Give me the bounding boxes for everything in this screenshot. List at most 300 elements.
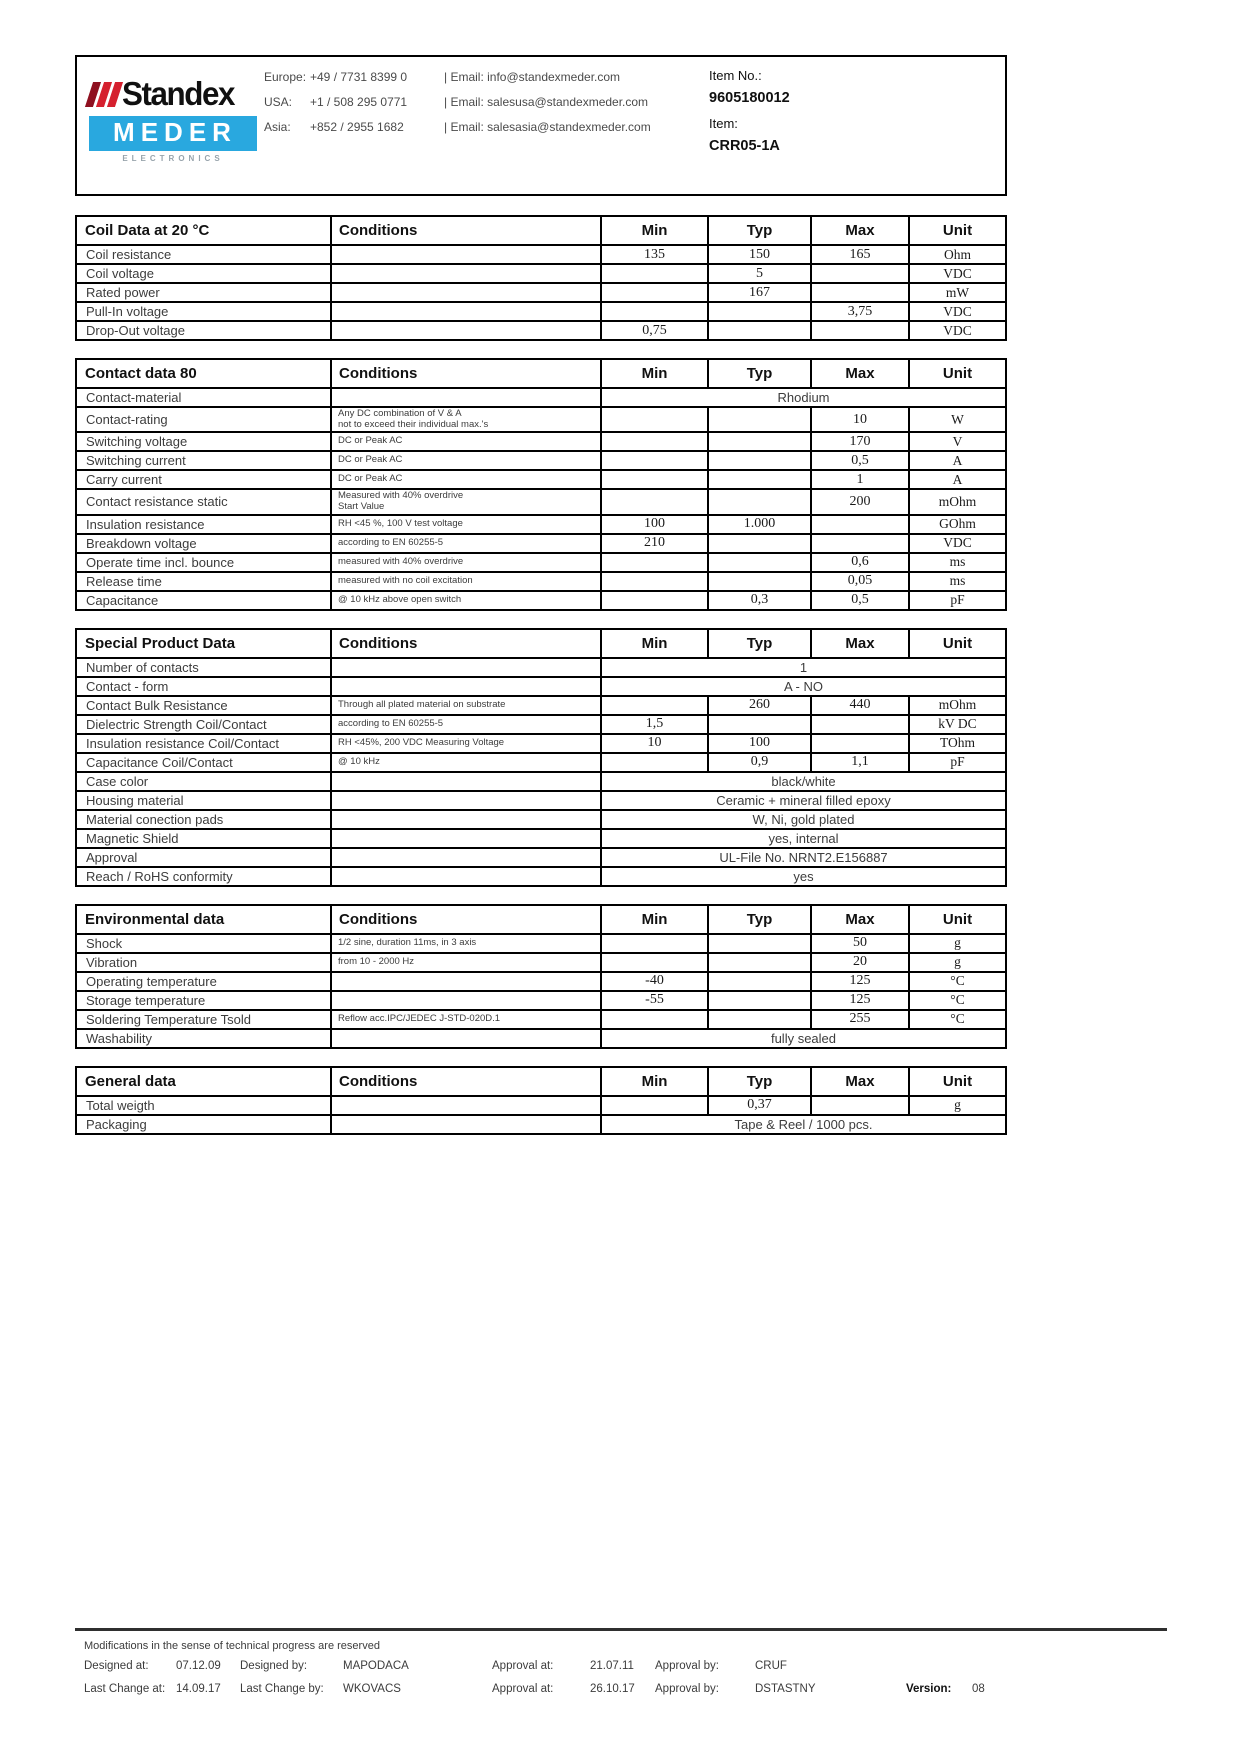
table-row bbox=[76, 848, 1006, 867]
unit-cell: Ohm bbox=[909, 245, 1006, 264]
param-cell: Reach / RoHS conformity bbox=[76, 867, 331, 886]
cond-cell: measured with no coil excitation bbox=[331, 572, 601, 591]
table-row bbox=[76, 972, 1006, 991]
table-row bbox=[76, 1096, 1006, 1115]
cond-cell: Reflow acc.IPC/JEDEC J-STD-020D.1 bbox=[331, 1010, 601, 1029]
table-row bbox=[76, 591, 1006, 610]
typ-cell bbox=[708, 407, 811, 432]
param-cell: Magnetic Shield bbox=[76, 829, 331, 848]
contact-region: Europe: bbox=[264, 70, 307, 84]
min-cell bbox=[601, 553, 708, 572]
span-value-cell: Tape & Reel / 1000 pcs. bbox=[601, 1115, 1006, 1134]
table-row bbox=[76, 264, 1006, 283]
span-value-cell: A - NO bbox=[601, 677, 1006, 696]
footer-field-label: Approval at: bbox=[492, 1660, 554, 1672]
typ-cell bbox=[708, 302, 811, 321]
column-header-typ: Typ bbox=[708, 1067, 811, 1096]
typ-cell bbox=[708, 451, 811, 470]
column-header-typ: Typ bbox=[708, 905, 811, 934]
typ-cell bbox=[708, 572, 811, 591]
table-row bbox=[76, 734, 1006, 753]
cond-cell bbox=[331, 1029, 601, 1048]
contact-region: Asia: bbox=[264, 120, 291, 134]
span-value-cell: Rhodium bbox=[601, 388, 1006, 407]
unit-cell: VDC bbox=[909, 302, 1006, 321]
max-cell: 255 bbox=[811, 1010, 909, 1029]
column-header-min: Min bbox=[601, 1067, 708, 1096]
param-cell: Approval bbox=[76, 848, 331, 867]
param-cell: Vibration bbox=[76, 953, 331, 972]
min-cell bbox=[601, 591, 708, 610]
cond-cell bbox=[331, 791, 601, 810]
footer-field-value: 26.10.17 bbox=[590, 1683, 635, 1695]
span-value-cell: fully sealed bbox=[601, 1029, 1006, 1048]
param-cell: Housing material bbox=[76, 791, 331, 810]
typ-cell bbox=[708, 534, 811, 553]
contact-phone: +1 / 508 295 0771 bbox=[310, 95, 408, 109]
max-cell: 0,6 bbox=[811, 553, 909, 572]
typ-cell bbox=[708, 470, 811, 489]
table-row bbox=[76, 1010, 1006, 1029]
cond-cell: from 10 - 2000 Hz bbox=[331, 953, 601, 972]
min-cell: 10 bbox=[601, 734, 708, 753]
table-row bbox=[76, 245, 1006, 264]
item-info bbox=[709, 68, 790, 154]
unit-cell: V bbox=[909, 432, 1006, 451]
min-cell bbox=[601, 696, 708, 715]
item-label: Item: bbox=[709, 116, 738, 131]
param-cell: Packaging bbox=[76, 1115, 331, 1134]
cond-cell bbox=[331, 283, 601, 302]
param-cell: Operate time incl. bounce bbox=[76, 553, 331, 572]
cond-cell: @ 10 kHz bbox=[331, 753, 601, 772]
max-cell: 0,05 bbox=[811, 572, 909, 591]
min-cell bbox=[601, 489, 708, 514]
max-cell: 200 bbox=[811, 489, 909, 514]
footer-field-value: 21.07.11 bbox=[590, 1660, 634, 1672]
param-cell: Operating temperature bbox=[76, 972, 331, 991]
item-no-label: Item No.: bbox=[709, 68, 762, 83]
param-cell: Contact - form bbox=[76, 677, 331, 696]
contact-phone: +49 / 7731 8399 0 bbox=[310, 70, 408, 84]
typ-cell bbox=[708, 553, 811, 572]
min-cell bbox=[601, 953, 708, 972]
column-header-typ: Typ bbox=[708, 216, 811, 245]
unit-cell: A bbox=[909, 470, 1006, 489]
typ-cell bbox=[708, 1010, 811, 1029]
min-cell bbox=[601, 753, 708, 772]
unit-cell: VDC bbox=[909, 264, 1006, 283]
standex-logo-icon bbox=[85, 82, 123, 107]
param-cell: Washability bbox=[76, 1029, 331, 1048]
max-cell: 1 bbox=[811, 470, 909, 489]
footer-divider bbox=[75, 1628, 1167, 1631]
logo-tagline: ELECTRONICS bbox=[122, 154, 224, 163]
table-row bbox=[76, 470, 1006, 489]
param-cell: Switching voltage bbox=[76, 432, 331, 451]
max-cell bbox=[811, 534, 909, 553]
cond-cell bbox=[331, 1115, 601, 1134]
meder-wordmark: MEDER bbox=[89, 116, 257, 151]
contact-email: | Email: salesasia@standexmeder.com bbox=[444, 120, 651, 134]
param-cell: Soldering Temperature Tsold bbox=[76, 1010, 331, 1029]
min-cell bbox=[601, 1096, 708, 1115]
contact-row-asia bbox=[264, 120, 651, 134]
typ-cell: 0,3 bbox=[708, 591, 811, 610]
min-cell bbox=[601, 1010, 708, 1029]
typ-cell bbox=[708, 934, 811, 953]
column-header-max: Max bbox=[811, 359, 909, 388]
footer-note: Modifications in the sense of technical progress are reserved bbox=[84, 1640, 380, 1652]
param-cell: Rated power bbox=[76, 283, 331, 302]
table-title: Environmental data bbox=[76, 905, 331, 934]
unit-cell: g bbox=[909, 934, 1006, 953]
param-cell: Coil resistance bbox=[76, 245, 331, 264]
max-cell: 170 bbox=[811, 432, 909, 451]
max-cell: 165 bbox=[811, 245, 909, 264]
param-cell: Switching current bbox=[76, 451, 331, 470]
typ-cell: 260 bbox=[708, 696, 811, 715]
column-header-conditions: Conditions bbox=[331, 359, 601, 388]
unit-cell: ms bbox=[909, 572, 1006, 591]
cond-cell: Any DC combination of V & A not to exceed their individual max.'s bbox=[331, 407, 601, 432]
unit-cell: mOhm bbox=[909, 696, 1006, 715]
footer-field-value: 08 bbox=[972, 1683, 985, 1695]
table-row bbox=[76, 658, 1006, 677]
cond-cell: DC or Peak AC bbox=[331, 470, 601, 489]
unit-cell: pF bbox=[909, 591, 1006, 610]
unit-cell: VDC bbox=[909, 321, 1006, 340]
param-cell: Material conection pads bbox=[76, 810, 331, 829]
table-title: Coil Data at 20 °C bbox=[76, 216, 331, 245]
max-cell: 20 bbox=[811, 953, 909, 972]
typ-cell bbox=[708, 991, 811, 1010]
unit-cell: mOhm bbox=[909, 489, 1006, 514]
cond-cell bbox=[331, 388, 601, 407]
typ-cell bbox=[708, 972, 811, 991]
column-header-unit: Unit bbox=[909, 1067, 1006, 1096]
unit-cell: ms bbox=[909, 553, 1006, 572]
unit-cell: kV DC bbox=[909, 715, 1006, 734]
typ-cell bbox=[708, 432, 811, 451]
max-cell: 3,75 bbox=[811, 302, 909, 321]
column-header-unit: Unit bbox=[909, 359, 1006, 388]
cond-cell: Through all plated material on substrate bbox=[331, 696, 601, 715]
footer-field-label: Approval at: bbox=[492, 1683, 554, 1695]
unit-cell: g bbox=[909, 1096, 1006, 1115]
param-cell: Contact resistance static bbox=[76, 489, 331, 514]
unit-cell: pF bbox=[909, 753, 1006, 772]
param-cell: Dielectric Strength Coil/Contact bbox=[76, 715, 331, 734]
column-header-conditions: Conditions bbox=[331, 216, 601, 245]
table-header-row bbox=[76, 216, 1006, 245]
footer-field-value: DSTASTNY bbox=[755, 1683, 816, 1695]
table-title: Contact data 80 bbox=[76, 359, 331, 388]
max-cell bbox=[811, 283, 909, 302]
table-row bbox=[76, 772, 1006, 791]
param-cell: Number of contacts bbox=[76, 658, 331, 677]
contact-row-europe bbox=[264, 70, 651, 84]
cond-cell bbox=[331, 829, 601, 848]
span-value-cell: yes, internal bbox=[601, 829, 1006, 848]
param-cell: Release time bbox=[76, 572, 331, 591]
header bbox=[75, 55, 1007, 196]
column-header-unit: Unit bbox=[909, 905, 1006, 934]
cond-cell: according to EN 60255-5 bbox=[331, 715, 601, 734]
cond-cell bbox=[331, 321, 601, 340]
max-cell bbox=[811, 321, 909, 340]
min-cell: 1,5 bbox=[601, 715, 708, 734]
footer-field-value: CRUF bbox=[755, 1660, 787, 1672]
table-row bbox=[76, 388, 1006, 407]
table-row bbox=[76, 534, 1006, 553]
max-cell: 0,5 bbox=[811, 451, 909, 470]
spec-table-1 bbox=[75, 358, 1007, 611]
max-cell: 10 bbox=[811, 407, 909, 432]
param-cell: Contact-material bbox=[76, 388, 331, 407]
spec-table-0 bbox=[75, 215, 1007, 341]
min-cell bbox=[601, 451, 708, 470]
cond-cell bbox=[331, 677, 601, 696]
typ-cell: 1.000 bbox=[708, 515, 811, 534]
table-header-row bbox=[76, 905, 1006, 934]
cond-cell bbox=[331, 991, 601, 1010]
max-cell: 1,1 bbox=[811, 753, 909, 772]
param-cell: Shock bbox=[76, 934, 331, 953]
max-cell: 0,5 bbox=[811, 591, 909, 610]
param-cell: Capacitance bbox=[76, 591, 331, 610]
param-cell: Total weigth bbox=[76, 1096, 331, 1115]
max-cell: 50 bbox=[811, 934, 909, 953]
param-cell: Storage temperature bbox=[76, 991, 331, 1010]
max-cell bbox=[811, 1096, 909, 1115]
param-cell: Carry current bbox=[76, 470, 331, 489]
table-row bbox=[76, 715, 1006, 734]
column-header-max: Max bbox=[811, 905, 909, 934]
contact-row-usa bbox=[264, 95, 651, 109]
param-cell: Pull-In voltage bbox=[76, 302, 331, 321]
column-header-unit: Unit bbox=[909, 629, 1006, 658]
item-no-value: 9605180012 bbox=[709, 90, 790, 106]
param-cell: Insulation resistance bbox=[76, 515, 331, 534]
footer-field-value: WKOVACS bbox=[343, 1683, 401, 1695]
max-cell: 125 bbox=[811, 972, 909, 991]
unit-cell: g bbox=[909, 953, 1006, 972]
typ-cell bbox=[708, 953, 811, 972]
min-cell: -55 bbox=[601, 991, 708, 1010]
column-header-typ: Typ bbox=[708, 629, 811, 658]
min-cell bbox=[601, 934, 708, 953]
column-header-min: Min bbox=[601, 905, 708, 934]
span-value-cell: yes bbox=[601, 867, 1006, 886]
standex-wordmark bbox=[89, 75, 261, 113]
table-row bbox=[76, 1029, 1006, 1048]
param-cell: Case color bbox=[76, 772, 331, 791]
cond-cell bbox=[331, 302, 601, 321]
table-row bbox=[76, 451, 1006, 470]
table-header-row bbox=[76, 1067, 1006, 1096]
table-row bbox=[76, 953, 1006, 972]
table-row bbox=[76, 867, 1006, 886]
column-header-min: Min bbox=[601, 359, 708, 388]
typ-cell: 167 bbox=[708, 283, 811, 302]
table-row bbox=[76, 991, 1006, 1010]
unit-cell: W bbox=[909, 407, 1006, 432]
table-row bbox=[76, 321, 1006, 340]
cond-cell bbox=[331, 972, 601, 991]
cond-cell: RH <45 %, 100 V test voltage bbox=[331, 515, 601, 534]
spec-table-2 bbox=[75, 628, 1007, 887]
max-cell bbox=[811, 734, 909, 753]
table-title: Special Product Data bbox=[76, 629, 331, 658]
cond-cell: DC or Peak AC bbox=[331, 432, 601, 451]
column-header-max: Max bbox=[811, 629, 909, 658]
cond-cell bbox=[331, 658, 601, 677]
min-cell bbox=[601, 432, 708, 451]
min-cell: 0,75 bbox=[601, 321, 708, 340]
footer-field-value: MAPODACA bbox=[343, 1660, 409, 1672]
min-cell: 210 bbox=[601, 534, 708, 553]
cond-cell bbox=[331, 772, 601, 791]
footer-field-value: 14.09.17 bbox=[176, 1683, 221, 1695]
footer-field-label: Designed at: bbox=[84, 1660, 149, 1672]
contact-email: | Email: salesusa@standexmeder.com bbox=[444, 95, 649, 109]
table-row bbox=[76, 432, 1006, 451]
cond-cell bbox=[331, 848, 601, 867]
table-row bbox=[76, 553, 1006, 572]
contact-phone: +852 / 2955 1682 bbox=[310, 120, 404, 134]
table-row bbox=[76, 753, 1006, 772]
param-cell: Contact-rating bbox=[76, 407, 331, 432]
contact-region: USA: bbox=[264, 95, 293, 109]
brand-name: Standex bbox=[122, 75, 234, 112]
table-header-row bbox=[76, 629, 1006, 658]
table-row bbox=[76, 934, 1006, 953]
standex-meder-logo bbox=[89, 75, 261, 163]
unit-cell: A bbox=[909, 451, 1006, 470]
cond-cell: DC or Peak AC bbox=[331, 451, 601, 470]
min-cell bbox=[601, 302, 708, 321]
table-row bbox=[76, 515, 1006, 534]
min-cell bbox=[601, 264, 708, 283]
item-value: CRR05-1A bbox=[709, 138, 780, 154]
footer-field-value: 07.12.09 bbox=[176, 1660, 221, 1672]
typ-cell bbox=[708, 321, 811, 340]
typ-cell: 0,37 bbox=[708, 1096, 811, 1115]
table-row bbox=[76, 1115, 1006, 1134]
column-header-max: Max bbox=[811, 1067, 909, 1096]
spec-table-4 bbox=[75, 1066, 1007, 1135]
contact-email: | Email: info@standexmeder.com bbox=[444, 70, 621, 84]
param-cell: Contact Bulk Resistance bbox=[76, 696, 331, 715]
param-cell: Drop-Out voltage bbox=[76, 321, 331, 340]
span-value-cell: UL-File No. NRNT2.E156887 bbox=[601, 848, 1006, 867]
cond-cell: measured with 40% overdrive bbox=[331, 553, 601, 572]
spec-tables bbox=[75, 215, 1007, 1152]
max-cell: 125 bbox=[811, 991, 909, 1010]
footer-field-label: Version: bbox=[906, 1683, 952, 1695]
min-cell bbox=[601, 470, 708, 489]
cond-cell: Measured with 40% overdrive Start Value bbox=[331, 489, 601, 514]
column-header-min: Min bbox=[601, 629, 708, 658]
typ-cell: 5 bbox=[708, 264, 811, 283]
cond-cell: RH <45%, 200 VDC Measuring Voltage bbox=[331, 734, 601, 753]
footer-field-label: Designed by: bbox=[240, 1660, 308, 1672]
column-header-conditions: Conditions bbox=[331, 629, 601, 658]
min-cell bbox=[601, 572, 708, 591]
column-header-conditions: Conditions bbox=[331, 1067, 601, 1096]
min-cell: -40 bbox=[601, 972, 708, 991]
typ-cell: 100 bbox=[708, 734, 811, 753]
typ-cell: 0,9 bbox=[708, 753, 811, 772]
footer-field-label: Approval by: bbox=[655, 1660, 719, 1672]
footer-field-label: Last Change at: bbox=[84, 1683, 166, 1695]
column-header-typ: Typ bbox=[708, 359, 811, 388]
span-value-cell: W, Ni, gold plated bbox=[601, 810, 1006, 829]
column-header-max: Max bbox=[811, 216, 909, 245]
unit-cell: GOhm bbox=[909, 515, 1006, 534]
typ-cell bbox=[708, 489, 811, 514]
min-cell: 100 bbox=[601, 515, 708, 534]
param-cell: Insulation resistance Coil/Contact bbox=[76, 734, 331, 753]
column-header-min: Min bbox=[601, 216, 708, 245]
unit-cell: mW bbox=[909, 283, 1006, 302]
param-cell: Coil voltage bbox=[76, 264, 331, 283]
table-title: General data bbox=[76, 1067, 331, 1096]
unit-cell: °C bbox=[909, 972, 1006, 991]
unit-cell: TOhm bbox=[909, 734, 1006, 753]
param-cell: Capacitance Coil/Contact bbox=[76, 753, 331, 772]
max-cell bbox=[811, 264, 909, 283]
unit-cell: °C bbox=[909, 991, 1006, 1010]
typ-cell: 150 bbox=[708, 245, 811, 264]
column-header-conditions: Conditions bbox=[331, 905, 601, 934]
spec-table-3 bbox=[75, 904, 1007, 1049]
footer-field-label: Last Change by: bbox=[240, 1683, 324, 1695]
table-row bbox=[76, 489, 1006, 514]
max-cell bbox=[811, 515, 909, 534]
table-row bbox=[76, 791, 1006, 810]
table-row bbox=[76, 810, 1006, 829]
span-value-cell: Ceramic + mineral filled epoxy bbox=[601, 791, 1006, 810]
cond-cell bbox=[331, 264, 601, 283]
footer-field-label: Approval by: bbox=[655, 1683, 719, 1695]
table-row bbox=[76, 696, 1006, 715]
cond-cell: according to EN 60255-5 bbox=[331, 534, 601, 553]
contact-info bbox=[264, 70, 651, 145]
min-cell: 135 bbox=[601, 245, 708, 264]
table-header-row bbox=[76, 359, 1006, 388]
span-value-cell: 1 bbox=[601, 658, 1006, 677]
typ-cell bbox=[708, 715, 811, 734]
unit-cell: °C bbox=[909, 1010, 1006, 1029]
table-row bbox=[76, 829, 1006, 848]
min-cell bbox=[601, 407, 708, 432]
cond-cell bbox=[331, 810, 601, 829]
cond-cell bbox=[331, 867, 601, 886]
cond-cell bbox=[331, 245, 601, 264]
column-header-unit: Unit bbox=[909, 216, 1006, 245]
table-row bbox=[76, 283, 1006, 302]
param-cell: Breakdown voltage bbox=[76, 534, 331, 553]
cond-cell: 1/2 sine, duration 11ms, in 3 axis bbox=[331, 934, 601, 953]
max-cell bbox=[811, 715, 909, 734]
table-row bbox=[76, 572, 1006, 591]
min-cell bbox=[601, 283, 708, 302]
table-row bbox=[76, 407, 1006, 432]
table-row bbox=[76, 677, 1006, 696]
cond-cell: @ 10 kHz above open switch bbox=[331, 591, 601, 610]
